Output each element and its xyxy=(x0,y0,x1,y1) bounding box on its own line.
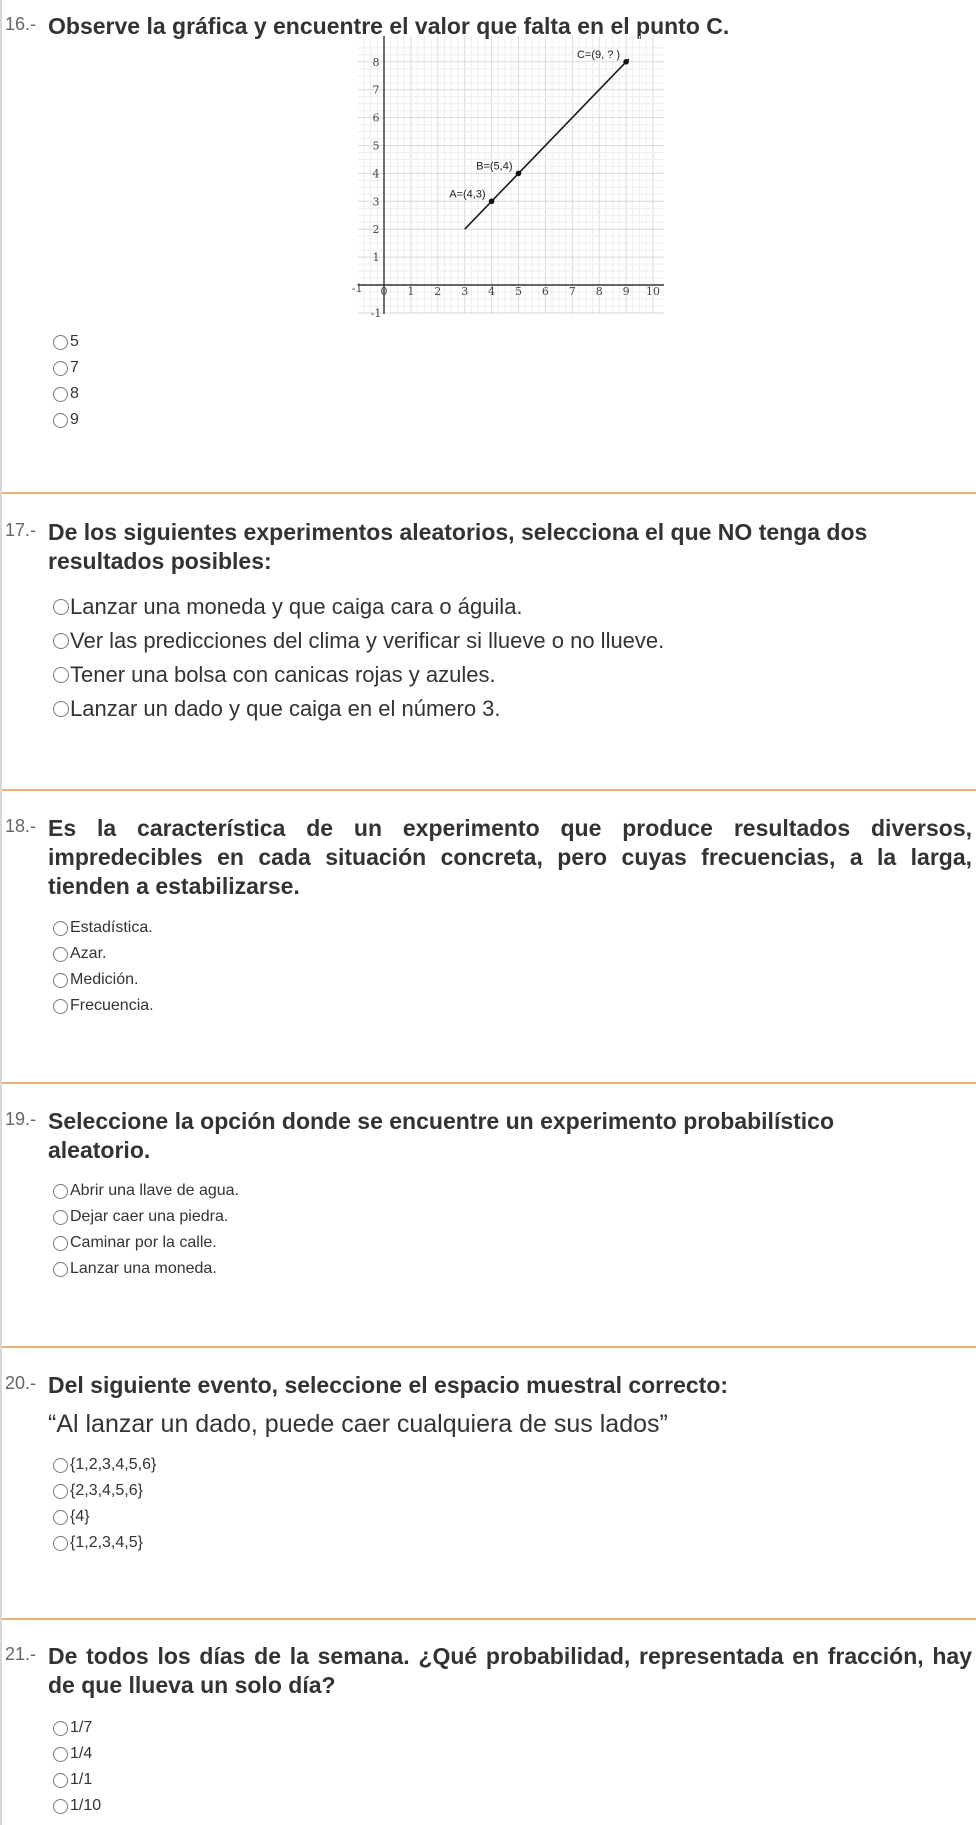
radio-icon[interactable] xyxy=(53,335,68,350)
radio-icon[interactable] xyxy=(53,1721,68,1736)
y-tick-label: 4 xyxy=(372,167,380,181)
option-q20-c[interactable]: {4} xyxy=(53,1504,156,1530)
data-line xyxy=(465,59,629,229)
x-tick-label: 0 xyxy=(380,285,388,298)
option-q16-b[interactable]: 7 xyxy=(53,355,79,381)
radio-icon[interactable] xyxy=(53,1773,68,1788)
option-q18-c[interactable]: Medición. xyxy=(53,967,154,993)
options-q17 xyxy=(53,590,664,726)
radio-icon[interactable] xyxy=(53,387,68,402)
divider xyxy=(2,1618,976,1620)
radio-icon[interactable] xyxy=(53,633,69,649)
y-tick-label: -1 xyxy=(370,306,382,320)
question-number: 19.- xyxy=(5,1109,37,1129)
divider xyxy=(2,492,976,494)
option-q21-a[interactable]: 1/7 xyxy=(53,1715,101,1741)
question-text: Del siguiente evento, seleccione el espacio muestral correcto: xyxy=(48,1372,729,1398)
radio-icon[interactable] xyxy=(53,1184,68,1199)
radio-icon[interactable] xyxy=(53,1510,68,1525)
x-tick-label: 2 xyxy=(434,285,442,298)
divider xyxy=(2,1346,976,1348)
option-q17-a[interactable]: Lanzar una moneda y que caiga cara o águila. xyxy=(53,590,664,624)
options-q19 xyxy=(53,1178,239,1282)
question-18 xyxy=(0,814,976,901)
question-21 xyxy=(0,1642,976,1700)
left-border xyxy=(0,0,2,1825)
y-tick-label: 3 xyxy=(372,195,380,209)
question-19 xyxy=(0,1107,976,1165)
radio-icon[interactable] xyxy=(53,1236,68,1251)
chart-svg xyxy=(351,36,664,320)
question-text: De todos los días de la semana. ¿Qué probabilidad, representada en fracción, hay de que llueva un solo día? xyxy=(48,1643,972,1698)
radio-icon[interactable] xyxy=(53,361,68,376)
question-number: 17.- xyxy=(5,520,37,540)
option-q19-b[interactable]: Dejar caer una piedra. xyxy=(53,1204,239,1230)
option-q18-b[interactable]: Azar. xyxy=(53,941,154,967)
x-tick-label: -1 xyxy=(351,282,363,295)
x-tick-label: 10 xyxy=(646,285,660,298)
radio-icon[interactable] xyxy=(53,1262,68,1277)
question-text: Observe la gráfica y encuentre el valor que falta en el punto C. xyxy=(48,13,730,39)
option-q21-b[interactable]: 1/4 xyxy=(53,1741,101,1767)
options-q18 xyxy=(53,915,154,1019)
option-q20-a[interactable]: {1,2,3,4,5,6} xyxy=(53,1452,156,1478)
radio-icon[interactable] xyxy=(53,1747,68,1762)
option-q21-c[interactable]: 1/1 xyxy=(53,1767,101,1793)
divider xyxy=(2,1082,976,1084)
x-tick-label: 6 xyxy=(541,285,549,298)
question-number: 18.- xyxy=(5,816,37,836)
y-tick-label: 8 xyxy=(372,55,380,69)
question-text: Seleccione la opción donde se encuentre un experimento probabilístico aleatorio. xyxy=(48,1108,835,1163)
point-label: A=(4,3) xyxy=(449,188,486,201)
option-q20-b[interactable]: {2,3,4,5,6} xyxy=(53,1478,156,1504)
question-number: 16.- xyxy=(5,14,37,34)
option-q16-c[interactable]: 8 xyxy=(53,381,79,407)
divider xyxy=(2,789,976,791)
x-tick-label: 7 xyxy=(568,285,576,298)
question-20 xyxy=(0,1371,976,1400)
radio-icon[interactable] xyxy=(53,599,69,615)
y-tick-label: 1 xyxy=(372,251,380,265)
option-q17-d[interactable]: Lanzar un dado y que caiga en el número 3. xyxy=(53,692,664,726)
option-q19-c[interactable]: Caminar por la calle. xyxy=(53,1230,239,1256)
option-q17-c[interactable]: Tener una bolsa con canicas rojas y azules. xyxy=(53,658,664,692)
x-tick-label: 3 xyxy=(461,285,469,298)
radio-icon[interactable] xyxy=(53,701,69,717)
option-q16-a[interactable]: 5 xyxy=(53,329,79,355)
radio-icon[interactable] xyxy=(53,999,68,1014)
option-q18-a[interactable]: Estadística. xyxy=(53,915,154,941)
radio-icon[interactable] xyxy=(53,921,68,936)
radio-icon[interactable] xyxy=(53,1458,68,1473)
x-tick-label: 4 xyxy=(488,285,496,298)
question-number: 21.- xyxy=(5,1644,37,1664)
radio-icon[interactable] xyxy=(53,1799,68,1814)
radio-icon[interactable] xyxy=(53,1210,68,1225)
options-q16 xyxy=(53,329,79,433)
event-quote: “Al lanzar un dado, puede caer cualquiera de sus lados” xyxy=(48,1410,668,1438)
question-text: De los siguientes experimentos aleatorios, selecciona el que NO tenga dos resultados posibles: xyxy=(48,519,868,574)
x-tick-label: 9 xyxy=(622,285,630,298)
point-label: C=(9, ? ) xyxy=(576,48,621,61)
y-tick-label: 5 xyxy=(372,139,380,153)
option-q21-d[interactable]: 1/10 xyxy=(53,1793,101,1819)
point-label: B=(5,4) xyxy=(476,160,513,173)
question-number: 20.- xyxy=(5,1373,37,1393)
coordinate-chart xyxy=(351,36,664,320)
question-17 xyxy=(0,518,976,576)
options-q21 xyxy=(53,1715,101,1819)
radio-icon[interactable] xyxy=(53,1536,68,1551)
x-tick-label: 8 xyxy=(595,285,603,298)
option-q17-b[interactable]: Ver las predicciones del clima y verificar si llueve o no llueve. xyxy=(53,624,664,658)
options-q20 xyxy=(53,1452,156,1556)
y-tick-label: 7 xyxy=(372,83,380,97)
option-q19-a[interactable]: Abrir una llave de agua. xyxy=(53,1178,239,1204)
data-point xyxy=(516,171,522,177)
radio-icon[interactable] xyxy=(53,667,69,683)
option-q20-d[interactable]: {1,2,3,4,5} xyxy=(53,1530,156,1556)
option-q19-d[interactable]: Lanzar una moneda. xyxy=(53,1256,239,1282)
radio-icon[interactable] xyxy=(53,413,68,428)
x-tick-label: 1 xyxy=(407,285,415,298)
option-q16-d[interactable]: 9 xyxy=(53,407,79,433)
y-tick-label: 2 xyxy=(372,223,380,237)
question-text: Es la característica de un experimento que produce resultados diversos, impredecibles en cada situación concreta, pero cuyas frecuencias, a la larga, tienden a estabilizarse. xyxy=(48,815,972,899)
option-q18-d[interactable]: Frecuencia. xyxy=(53,993,154,1019)
radio-icon[interactable] xyxy=(53,1484,68,1499)
data-point xyxy=(623,59,629,65)
x-tick-label: 5 xyxy=(515,285,522,298)
data-point xyxy=(489,199,495,205)
radio-icon[interactable] xyxy=(53,973,68,988)
radio-icon[interactable] xyxy=(53,947,68,962)
y-tick-label: 6 xyxy=(372,111,380,125)
